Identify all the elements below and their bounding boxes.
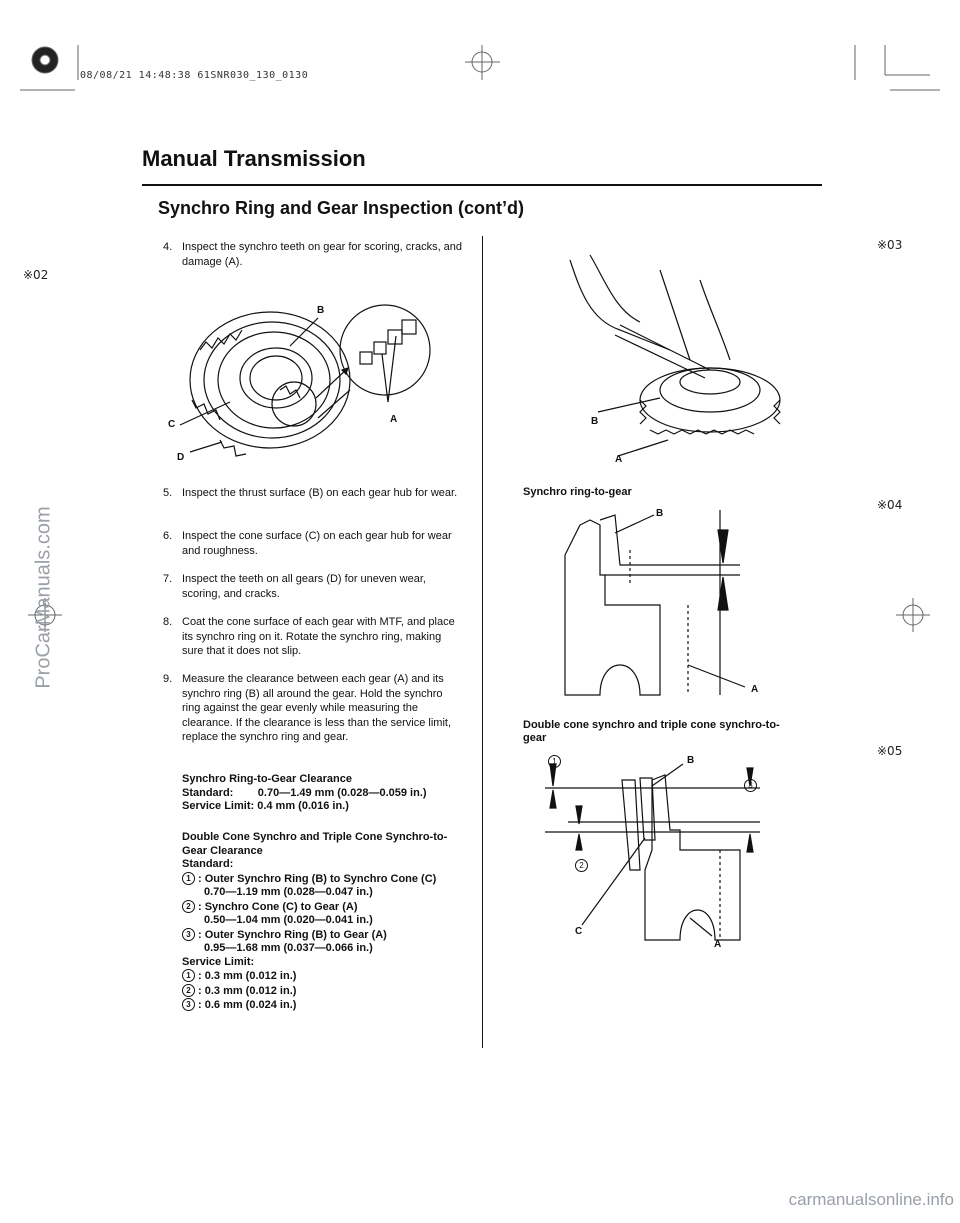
- fig4-circle-2: 2: [575, 856, 591, 874]
- header-rule: [142, 184, 822, 186]
- step-number: 6.: [163, 530, 173, 542]
- step-number: 5.: [163, 487, 173, 499]
- fig4-label-c: C: [575, 926, 583, 937]
- std2-value: 0.50—1.04 mm (0.020—0.041 in.): [204, 914, 373, 926]
- step-number: 7.: [163, 573, 173, 585]
- step-4: [163, 240, 463, 269]
- spec-title-line1: Double Cone Synchro and Triple Cone Synchro-to-: [182, 831, 448, 843]
- fig2-label-a: A: [615, 454, 623, 465]
- std3-label: : Outer Synchro Ring (B) to Gear (A): [198, 928, 387, 941]
- gear-teeth-figure: [160, 290, 460, 480]
- step-number: 4.: [163, 241, 173, 253]
- step-text: Coat the cone surface of each gear with MTF, and place its synchro ring on it. Rotate the synchro ring, making sure that it does not slip.: [182, 616, 455, 657]
- fig1-label-b: B: [317, 305, 325, 316]
- side-mark-04: ※04: [877, 498, 903, 512]
- step-9: [163, 672, 463, 745]
- page-title: Synchro Ring and Gear Inspection (cont’d): [158, 198, 525, 218]
- std3-value: 0.95—1.68 mm (0.037—0.066 in.): [204, 942, 373, 954]
- spec-limit-label: Service Limit:: [182, 955, 255, 968]
- circle-number: 2: [182, 984, 195, 997]
- fig4-circle-1: 1: [548, 752, 564, 770]
- fig2-label-b: B: [591, 416, 599, 427]
- fig4-label-b: B: [687, 755, 695, 766]
- spec-standard-label: Standard:: [182, 858, 234, 870]
- step-7: [163, 572, 463, 601]
- fig3-label-a: A: [751, 684, 759, 695]
- step-text: Inspect the teeth on all gears (D) for uneven wear, scoring, and cracks.: [182, 573, 426, 600]
- lim1: : 0.3 mm (0.012 in.): [198, 970, 297, 982]
- spec-ring-to-gear: [182, 773, 427, 814]
- lim2: : 0.3 mm (0.012 in.): [198, 984, 297, 997]
- std2-label: : Synchro Cone (C) to Gear (A): [198, 900, 358, 913]
- side-mark-03: ※03: [877, 238, 903, 252]
- circle-number: 3: [182, 928, 195, 941]
- fig4-circle-3: 3: [744, 776, 760, 794]
- fig1-label-d: D: [177, 452, 185, 463]
- spec-double-cone: [182, 831, 447, 1013]
- circle-number: 3: [182, 998, 195, 1011]
- circle-number: 1: [182, 872, 195, 885]
- side-mark-02: ※02: [23, 268, 49, 282]
- section-title: Manual Transmission: [142, 146, 366, 171]
- spec-limit: Service Limit: 0.4 mm (0.016 in.): [182, 800, 349, 812]
- caption-ring-to-gear: Synchro ring-to-gear: [523, 486, 632, 498]
- ring-to-gear-section-figure: [560, 505, 790, 705]
- step-5: [163, 486, 463, 501]
- caption-double-cone-line2: gear: [523, 732, 547, 744]
- spec-title-line2: Gear Clearance: [182, 844, 263, 857]
- fig3-label-b: B: [656, 508, 664, 519]
- watermark-procarmanuals: ProCarManuals.com: [32, 506, 55, 689]
- step-text: Inspect the synchro teeth on gear for scoring, cracks, and damage (A).: [182, 241, 463, 268]
- column-divider: [482, 236, 483, 1048]
- feeler-gauge-figure: [560, 250, 820, 480]
- std1-value: 0.70—1.19 mm (0.028—0.047 in.): [204, 886, 373, 898]
- spec-standard: Standard: 0.70—1.49 mm (0.028—0.059 in.): [182, 786, 427, 799]
- step-text: Inspect the cone surface (C) on each gear hub for wear and roughness.: [182, 530, 452, 557]
- fig1-label-c: C: [168, 419, 176, 430]
- watermark-carmanualsonline: carmanualsonline.info: [788, 1190, 954, 1209]
- lim3: : 0.6 mm (0.024 in.): [198, 999, 297, 1011]
- caption-double-cone-line1: Double cone synchro and triple cone synchro-to-: [523, 719, 780, 731]
- std1-label: : Outer Synchro Ring (B) to Synchro Cone (C): [198, 872, 437, 885]
- print-stamp: 08/08/21 14:48:38 61SNR030_130_0130: [80, 70, 309, 81]
- fig1-label-a: A: [390, 414, 398, 425]
- circle-number: 2: [182, 900, 195, 913]
- step-text: Inspect the thrust surface (B) on each gear hub for wear.: [182, 487, 458, 499]
- step-number: 9.: [163, 673, 173, 685]
- side-mark-05: ※05: [877, 744, 903, 758]
- step-8: [163, 615, 463, 659]
- spec-title: Synchro Ring-to-Gear Clearance: [182, 773, 352, 785]
- step-6: [163, 529, 463, 558]
- step-text: Measure the clearance between each gear (A) and its synchro ring (B) all around the gear. Hold the synchro ring against the gear evenly while measuring the clearance. If the clearance is less than the service limit, replace the synchro ring and gear.: [182, 673, 452, 743]
- fig4-label-a: A: [714, 939, 722, 950]
- step-number: 8.: [163, 616, 173, 628]
- circle-number: 1: [182, 969, 195, 982]
